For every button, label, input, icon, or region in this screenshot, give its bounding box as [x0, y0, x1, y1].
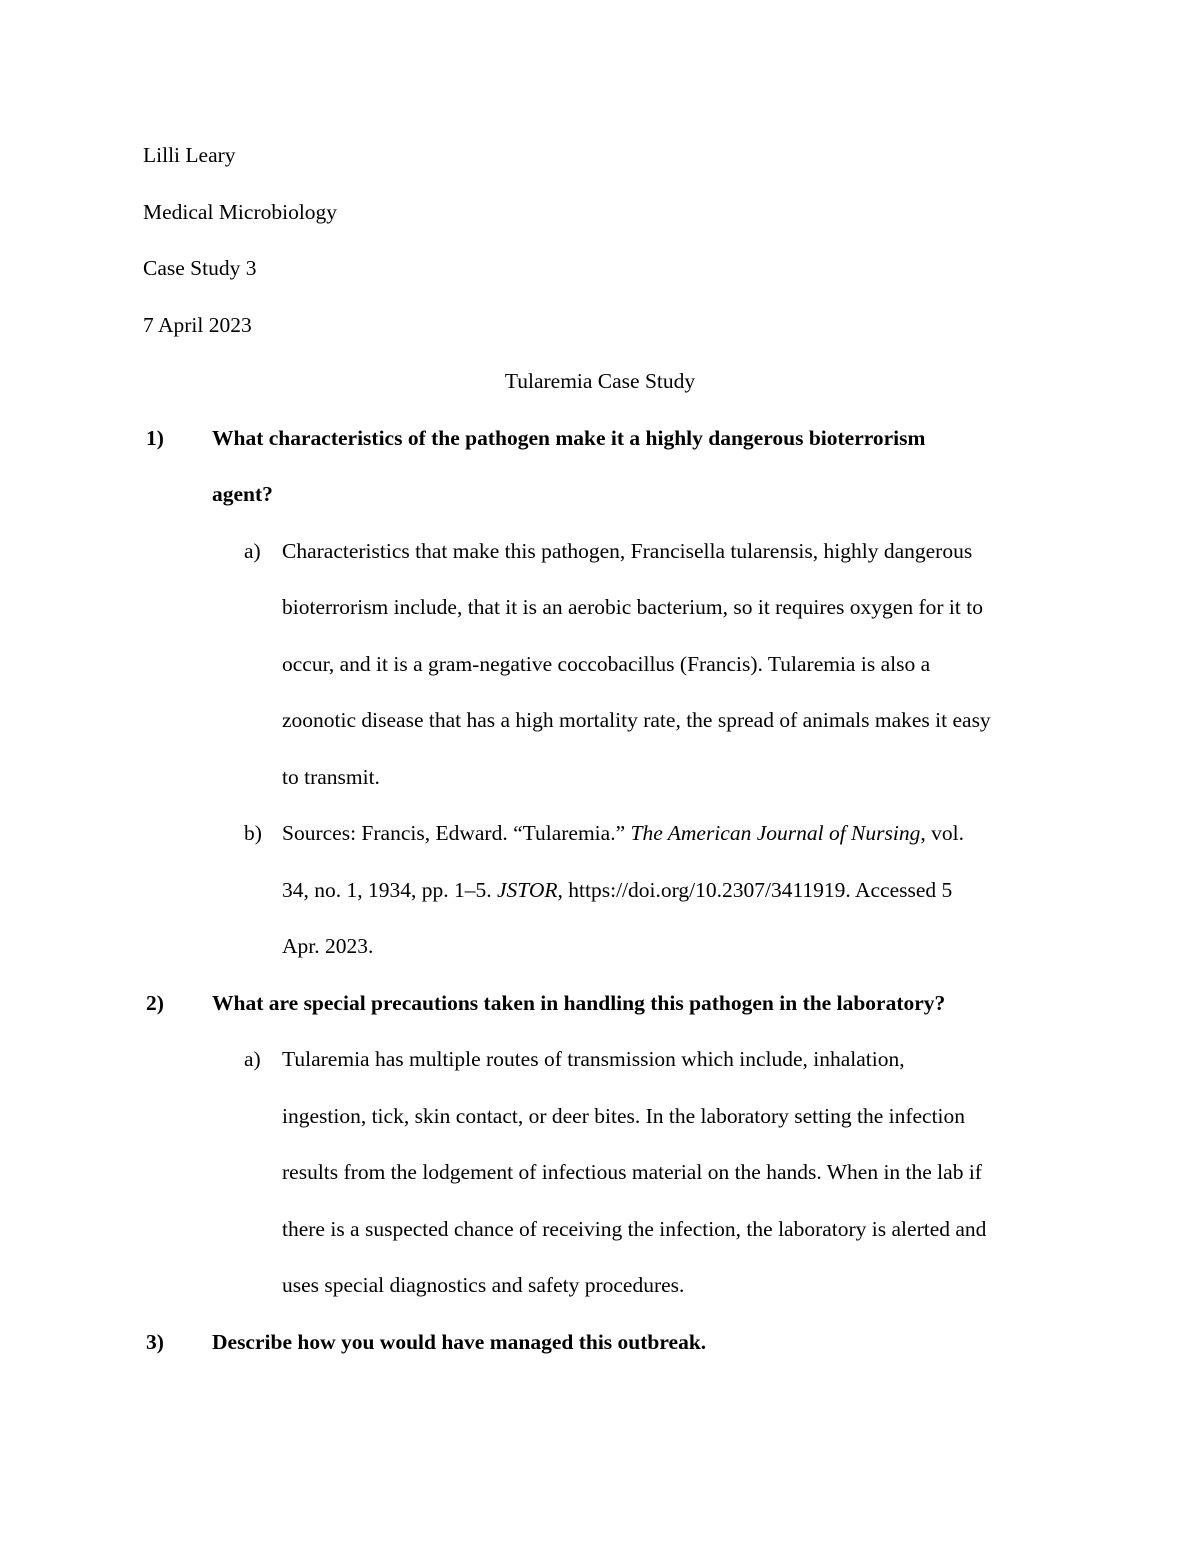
answer-1a-line: to transmit. — [282, 765, 380, 789]
answer-2a-letter: a) — [244, 1047, 261, 1071]
answer-1a-line: bioterrorism include, that it is an aerobic bacterium, so it requires oxygen for it to — [282, 595, 983, 619]
document-title: Tularemia Case Study — [504, 369, 696, 393]
source-citation-line-3: Apr. 2023. — [282, 934, 374, 958]
answer-1b-letter: b) — [244, 821, 262, 845]
answer-2a-line: there is a suspected chance of receiving the infection, the laboratory is alerted and — [282, 1217, 987, 1241]
answer-2a-line: ingestion, tick, skin contact, or deer bites. In the laboratory setting the infection — [282, 1104, 966, 1128]
citation-text: , vol. — [920, 821, 964, 845]
answer-1a-line: zoonotic disease that has a high mortality rate, the spread of animals makes it easy — [282, 708, 991, 732]
assignment-name: Case Study 3 — [143, 256, 257, 280]
source-citation-line-1 — [282, 821, 964, 845]
answer-2a-line: results from the lodgement of infectious material on the hands. When in the lab if — [282, 1160, 982, 1184]
journal-title: The American Journal of Nursing — [630, 821, 921, 845]
document-date: 7 April 2023 — [143, 313, 252, 337]
question-2-number: 2) — [146, 991, 164, 1015]
answer-2a-line: uses special diagnostics and safety procedures. — [282, 1273, 685, 1297]
citation-text: 34, no. 1, 1934, pp. 1–5. — [282, 878, 497, 902]
question-3-number: 3) — [146, 1330, 164, 1354]
database-name: JSTOR — [497, 878, 558, 902]
citation-text: Sources: Francis, Edward. “Tularemia.” — [282, 821, 631, 845]
source-citation-line-2 — [282, 878, 952, 902]
question-2-line: What are special precautions taken in handling this pathogen in the laboratory? — [212, 991, 946, 1015]
citation-text: , https://doi.org/10.2307/3411919. Accessed 5 — [557, 878, 953, 902]
question-1-line: agent? — [212, 482, 273, 506]
answer-1a-line: Characteristics that make this pathogen, Francisella tularensis, highly dangerous — [282, 539, 973, 563]
answer-2a-line: Tularemia has multiple routes of transmission which include, inhalation, — [282, 1047, 905, 1071]
course-name: Medical Microbiology — [143, 200, 338, 224]
question-1-number: 1) — [146, 426, 164, 450]
answer-1a-letter: a) — [244, 539, 261, 563]
question-1-line: What characteristics of the pathogen make it a highly dangerous bioterrorism — [212, 426, 926, 450]
author-name: Lilli Leary — [143, 143, 236, 167]
answer-1a-line: occur, and it is a gram-negative coccobacillus (Francis). Tularemia is also a — [282, 652, 931, 676]
question-3-line: Describe how you would have managed this outbreak. — [212, 1330, 707, 1354]
